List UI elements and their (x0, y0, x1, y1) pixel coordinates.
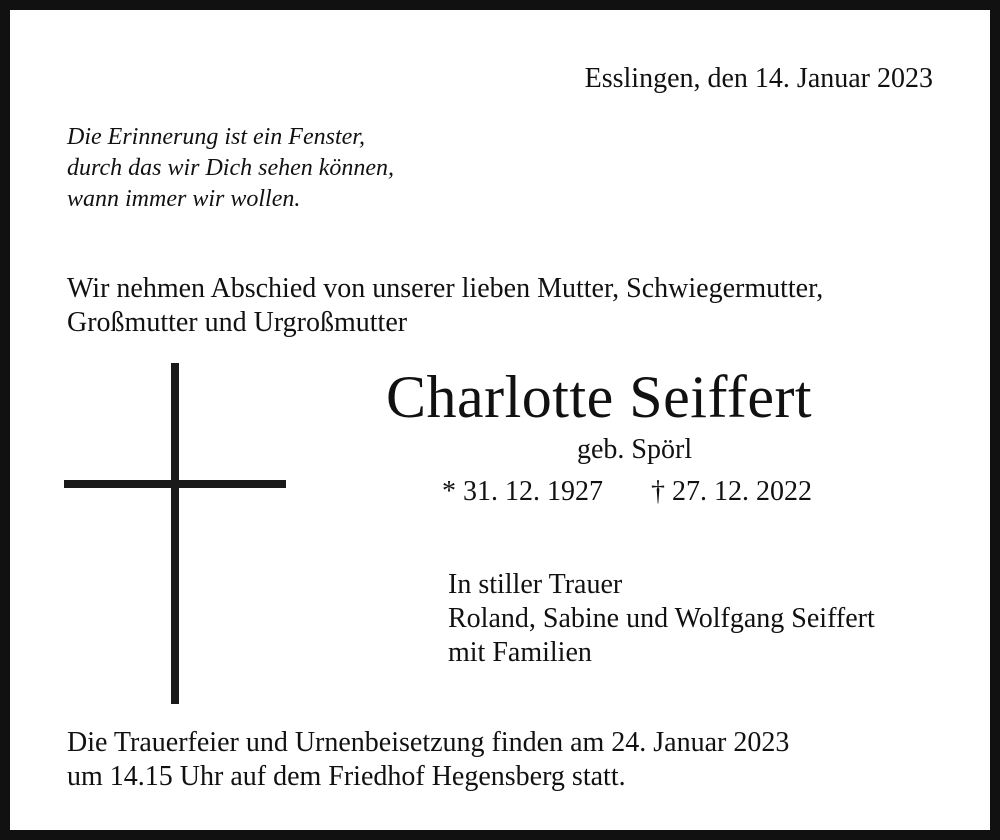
mourners-line: Roland, Sabine und Wolfgang Seiffert (448, 603, 875, 634)
memorial-quote (67, 122, 394, 215)
ceremony-info (67, 726, 789, 794)
cross-vertical-beam (171, 363, 179, 704)
ceremony-line: Die Trauerfeier und Urnenbeisetzung finden am 24. Januar 2023 (67, 727, 790, 758)
ceremony-line: um 14.15 Uhr auf dem Friedhof Hegensberg statt. (67, 761, 626, 792)
death-date: † 27. 12. 2022 (651, 476, 812, 507)
cross-horizontal-beam (64, 480, 286, 488)
life-dates (442, 475, 812, 509)
intro-line: Wir nehmen Abschied von unserer lieben Mutter, Schwiegermutter, (67, 273, 824, 304)
deceased-name: Charlotte Seiffert (386, 364, 813, 430)
place-and-date: Esslingen, den 14. Januar 2023 (584, 63, 933, 94)
quote-line: wann immer wir wollen. (67, 186, 301, 212)
quote-line: durch das wir Dich sehen können, (67, 155, 395, 181)
farewell-intro (67, 272, 823, 340)
birth-date: * 31. 12. 1927 (442, 476, 603, 507)
mourners-line: mit Familien (448, 637, 592, 668)
quote-line: Die Erinnerung ist ein Fenster, (67, 124, 365, 150)
mourners-line: In stiller Trauer (448, 569, 623, 600)
mourners-signature (448, 568, 875, 670)
birth-name: geb. Spörl (577, 434, 693, 465)
intro-line: Großmutter und Urgroßmutter (67, 307, 408, 338)
